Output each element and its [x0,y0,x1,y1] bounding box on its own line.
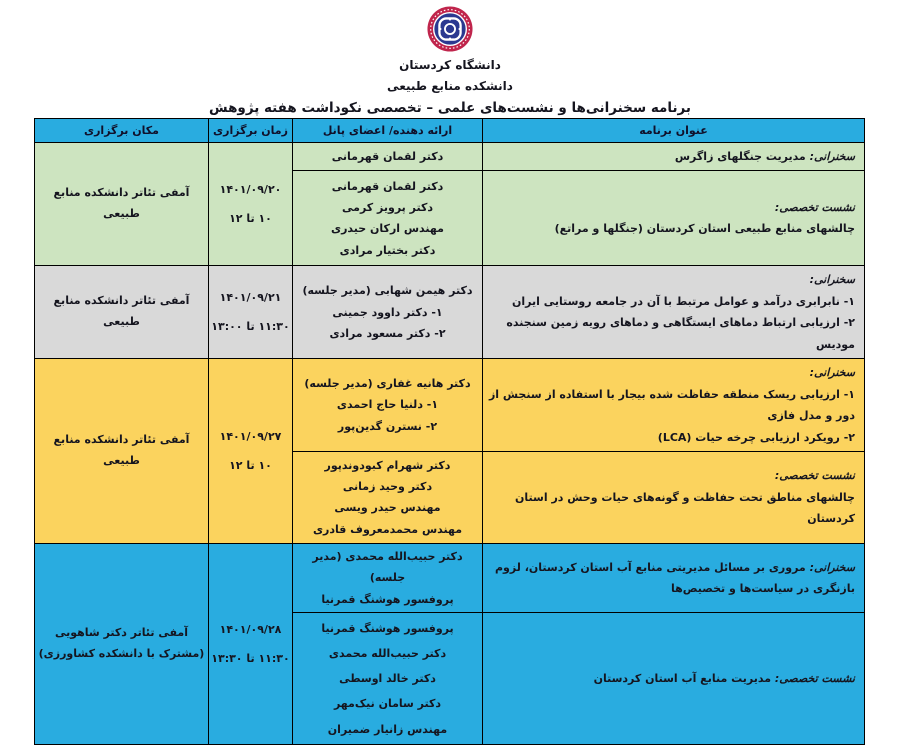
presenters-cell [293,359,483,452]
presenter-name: دکتر بختیار مرادی [339,243,436,257]
venue-name: آمفی تئاتر دکتر شاهویی [55,626,188,640]
table-row [35,359,865,452]
program-item: ۱- ارزیابی ریسک منطقه حفاظت شده بیجار با استفاده از سنجش از دور و مدل فازی [488,387,855,423]
presenters-cell [293,613,483,745]
venue-cell [35,143,209,266]
program-type-label: سخنرانی: [809,560,855,574]
presenter-name: دکتر شهرام کبودوندپور [324,458,451,472]
presenter-name: دکتر حبیب‌الله محمدی [328,646,447,660]
program-title: چالشهای منابع طبیعی استان کردستان (جنگلها و مراتع) [554,222,855,236]
schedule-table [34,118,865,745]
program-item: ۱- نابرابری درآمد و عوامل مرتبط با آن در جامعه روستایی ایران [512,294,855,308]
document-header [0,6,900,116]
time-cell [209,266,293,359]
time-cell [209,143,293,266]
presenters-cell [293,171,483,266]
event-hours: ۱۱:۳۰ تا ۱۳:۳۰ [211,652,290,666]
event-date: ۱۴۰۱/۰۹/۲۰ [219,183,282,197]
column-header-presenters: ارائه دهنده/ اعضای پانل [293,119,483,143]
venue-name: آمفی تئاتر دانشکده منابع طبیعی [53,186,190,221]
time-cell [209,359,293,544]
presenters-cell [293,266,483,359]
presenter-name: پروفسور هوشنگ قمرنیا [321,592,454,606]
presenter-name: مهندس ارکان حیدری [331,222,444,236]
university-logo-icon [427,6,473,56]
event-date: ۱۴۰۱/۰۹/۲۸ [219,623,282,637]
program-title: مدیریت منابع آب استان کردستان [593,672,772,686]
venue-cell [35,543,209,744]
event-date: ۱۴۰۱/۰۹/۲۷ [219,430,282,444]
program-type-label: نشست تخصصی: [774,201,855,214]
program-cell [483,143,865,171]
presenter-name: پروفسور هوشنگ قمرنیا [321,621,454,635]
presenter-name: مهندس زانیار ضمیران [327,722,448,736]
venue-name: آمفی تئاتر دانشکده منابع طبیعی [53,433,190,468]
program-type-label: سخنرانی: [809,273,855,287]
presenter-name: ۲- نسترن گدین‌پور [337,419,438,433]
venue-note: (مشترک با دانشکده کشاورزی) [38,647,205,661]
program-title: چالشهای مناطق تحت حفاظت و گونه‌های حیات وحش در استان کردستان [515,490,855,526]
presenters-cell [293,451,483,543]
table-row [35,266,865,359]
presenter-name: دکتر پرویز کرمی [342,201,433,214]
event-hours: ۱۰ تا ۱۲ [229,459,272,473]
program-item: ۲- ارزیابی ارتباط دماهای ایستگاهی و دماهای رویه زمین سنجنده مودیس [506,316,855,351]
page-title: برنامه سخنرانی‌ها و نشست‌های علمی – تخصصی نکوداشت هفته پژوهش [208,100,691,116]
event-date: ۱۴۰۱/۰۹/۲۱ [219,291,282,305]
venue-name: آمفی تئاتر دانشکده منابع طبیعی [53,294,190,329]
presenter-name: دکتر لقمان قهرمانی [331,179,444,193]
column-header-program: عنوان برنامه [483,119,865,143]
presenter-name: دکتر سامان نیک‌مهر [333,697,442,711]
column-header-time: زمان برگزاری [209,119,293,143]
presenter-name: مهندس محمدمعروف قادری [312,522,463,536]
header-row [35,119,865,143]
table-row [35,543,865,612]
program-item: ۲- رویکرد ارزیابی چرخه حیات (LCA) [657,430,855,444]
presenter-name: دکتر حبیب‌الله محمدی (مدیر جلسه) [312,549,463,585]
program-cell [483,451,865,543]
program-title: مدیریت جنگلهای زاگرس [674,150,806,163]
event-hours: ۱۱:۳۰ تا ۱۳:۰۰ [211,320,290,334]
presenter-name: ۱- دلنیا حاج احمدی [336,398,439,412]
presenter-name: دکتر هیمن شهابی (مدیر جلسه) [302,284,473,298]
presenter-name: دکتر وحید زمانی [342,480,433,493]
program-cell [483,543,865,612]
program-type-label: نشست تخصصی: [774,469,855,483]
presenter-name: دکتر هانیه غفاری (مدیر جلسه) [304,376,471,390]
presenter-name: ۲- دکتر مسعود مرادی [329,327,446,341]
program-type-label: سخنرانی: [809,150,855,163]
program-type-label: نشست تخصصی: [774,672,855,686]
time-cell [209,543,293,744]
presenter-name: دکتر خالد اوسطی [339,672,436,686]
table-row [35,143,865,171]
program-cell [483,266,865,359]
column-header-venue: مکان برگزاری [35,119,209,143]
presenters-cell [293,143,483,171]
program-title: مروری بر مسائل مدیریتی منابع آب استان کردستان، لزوم بازنگری در سیاست‌ها و تخصیص‌ها [495,560,855,596]
program-cell [483,359,865,452]
program-cell [483,613,865,745]
presenter-name: ۱- دکتر داوود جمینی [332,305,443,319]
university-name: دانشگاه کردستان [399,58,501,72]
faculty-name: دانشکده منابع طبیعی [387,79,513,93]
presenters-cell [293,543,483,612]
presenter-name: دکتر لقمان قهرمانی [331,150,444,163]
presenter-name: مهندس حیدر ویسی [334,501,441,515]
venue-cell [35,266,209,359]
venue-cell [35,359,209,544]
program-cell [483,171,865,266]
program-type-label: سخنرانی: [809,366,855,380]
event-hours: ۱۰ تا ۱۲ [229,212,272,226]
